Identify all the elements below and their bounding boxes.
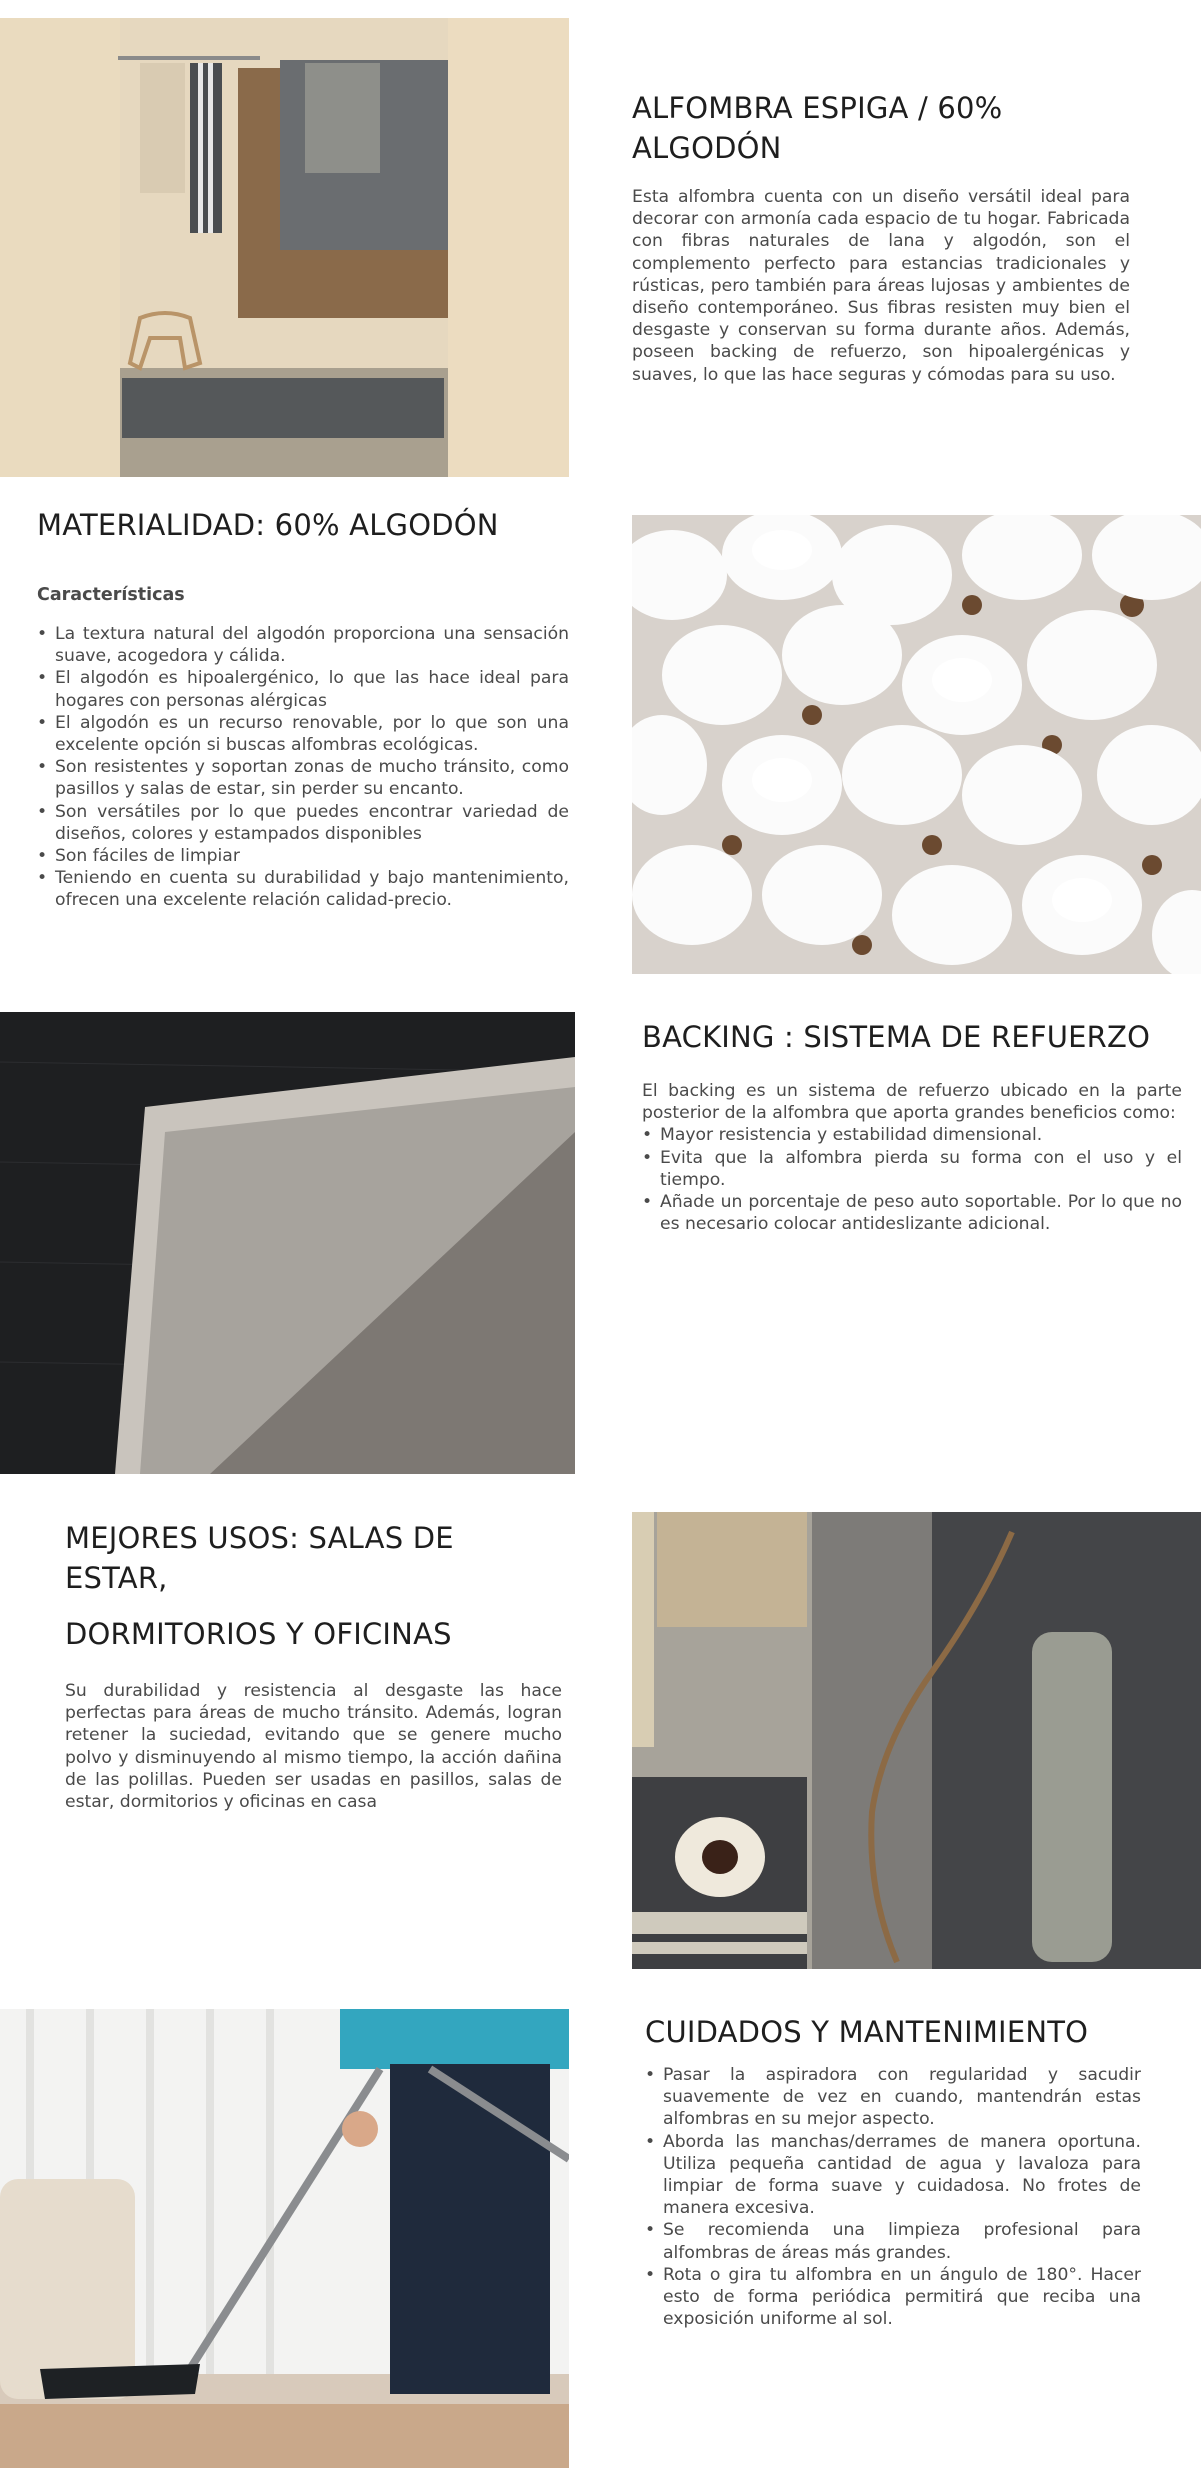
- usos-section: [65, 1518, 562, 1813]
- list-item: • Son resistentes y soportan zonas de mucho tránsito, como pasillos y salas de estar, sin perder su encanto.: [55, 756, 569, 800]
- section-intro: El backing es un sistema de refuerzo ubicado en la parte posterior de la alfombra que aporta grandes beneficios como:: [642, 1081, 1182, 1124]
- benefits-list: [642, 1124, 1182, 1235]
- list-item: • Evita que la alfombra pierda su forma con el uso y el tiempo.: [660, 1147, 1182, 1191]
- list-item: • El algodón es hipoalergénico, lo que las hace ideal para hogares con personas alérgicas: [55, 667, 569, 711]
- list-item: • Mayor resistencia y estabilidad dimensional.: [660, 1124, 1182, 1146]
- rugs-hanging-room-photo: [0, 18, 569, 477]
- list-item: • Rota o gira tu alfombra en un ángulo de 180°. Hacer esto de forma periódica permitirá que reciba una exposición uniforme al sol.: [663, 2264, 1141, 2331]
- materialidad-section: [37, 505, 569, 912]
- section-title: ALFOMBRA ESPIGA / 60% ALGODÓN: [632, 91, 1003, 165]
- list-item: • Añade un porcentaje de peso auto soportable. Por lo que no es necesario colocar antideslizante adicional.: [660, 1191, 1182, 1235]
- list-item: • Son versátiles por lo que puedes encontrar variedad de diseños, colores y estampados disponibles: [55, 801, 569, 845]
- section-title: CUIDADOS Y MANTENIMIENTO: [645, 2015, 1089, 2049]
- rug-backing-photo: [0, 1012, 575, 1474]
- section-subtitle: Características: [37, 585, 185, 605]
- list-item: • Se recomienda una limpieza profesional para alfombras de áreas más grandes.: [663, 2219, 1141, 2263]
- section-title: MATERIALIDAD: 60% ALGODÓN: [37, 508, 499, 542]
- espiga-section: [632, 88, 1130, 386]
- list-item: • Teniendo en cuenta su durabilidad y bajo mantenimiento, ofrecen una excelente relación calidad-precio.: [55, 867, 569, 911]
- list-item: • El algodón es un recurso renovable, por lo que son una excelente opción si buscas alfombras ecológicas.: [55, 712, 569, 756]
- care-list: [645, 2064, 1141, 2330]
- features-list: [37, 623, 569, 912]
- section-body: Esta alfombra cuenta con un diseño versátil ideal para decorar con armonía cada espacio de tu hogar. Fabricada con fibras naturales de lana y algodón, son el complemento perfecto para estancias tradicionales y rústicas, pero también para áreas lujosas y ambientes de diseño contemporáneo. Sus fibras resisten muy bien el desgaste y conservan su forma durante años. Además, poseen backing de refuerzo, son hipoalergénicas y suaves, lo que las hace seguras y cómodas para su uso.: [632, 187, 1130, 385]
- list-item: • Pasar la aspiradora con regularidad y sacudir suavemente de vez en cuando, mantendrán estas alfombras en su mejor aspecto.: [663, 2064, 1141, 2131]
- rug-samples-photo: [632, 1512, 1201, 1969]
- cotton-bolls-photo: [632, 515, 1201, 974]
- vacuuming-photo: [0, 2009, 569, 2468]
- list-item: • Aborda las manchas/derrames de manera oportuna. Utiliza pequeña cantidad de agua y lavaloza para limpiar de forma suave y cuidadosa. No frotes de manera excesiva.: [663, 2131, 1141, 2220]
- backing-section: [642, 1016, 1182, 1235]
- cuidados-section: [645, 2012, 1141, 2330]
- list-item: • Son fáciles de limpiar: [55, 845, 569, 867]
- section-title-line2: DORMITORIOS Y OFICINAS: [65, 1617, 452, 1651]
- section-title: BACKING : SISTEMA DE REFUERZO: [642, 1020, 1151, 1054]
- section-title-line1: MEJORES USOS: SALAS DE ESTAR,: [65, 1521, 454, 1595]
- section-body: Su durabilidad y resistencia al desgaste las hace perfectas para áreas de mucho tránsito. Además, logran retener la suciedad, evitando que se genere mucho polvo y disminuyendo al mismo tiempo, la acción dañina de las polillas. Pueden ser usadas en pasillos, salas de estar, dormitorios y oficinas en casa: [65, 1681, 562, 1813]
- list-item: • La textura natural del algodón proporciona una sensación suave, acogedora y cálida.: [55, 623, 569, 667]
